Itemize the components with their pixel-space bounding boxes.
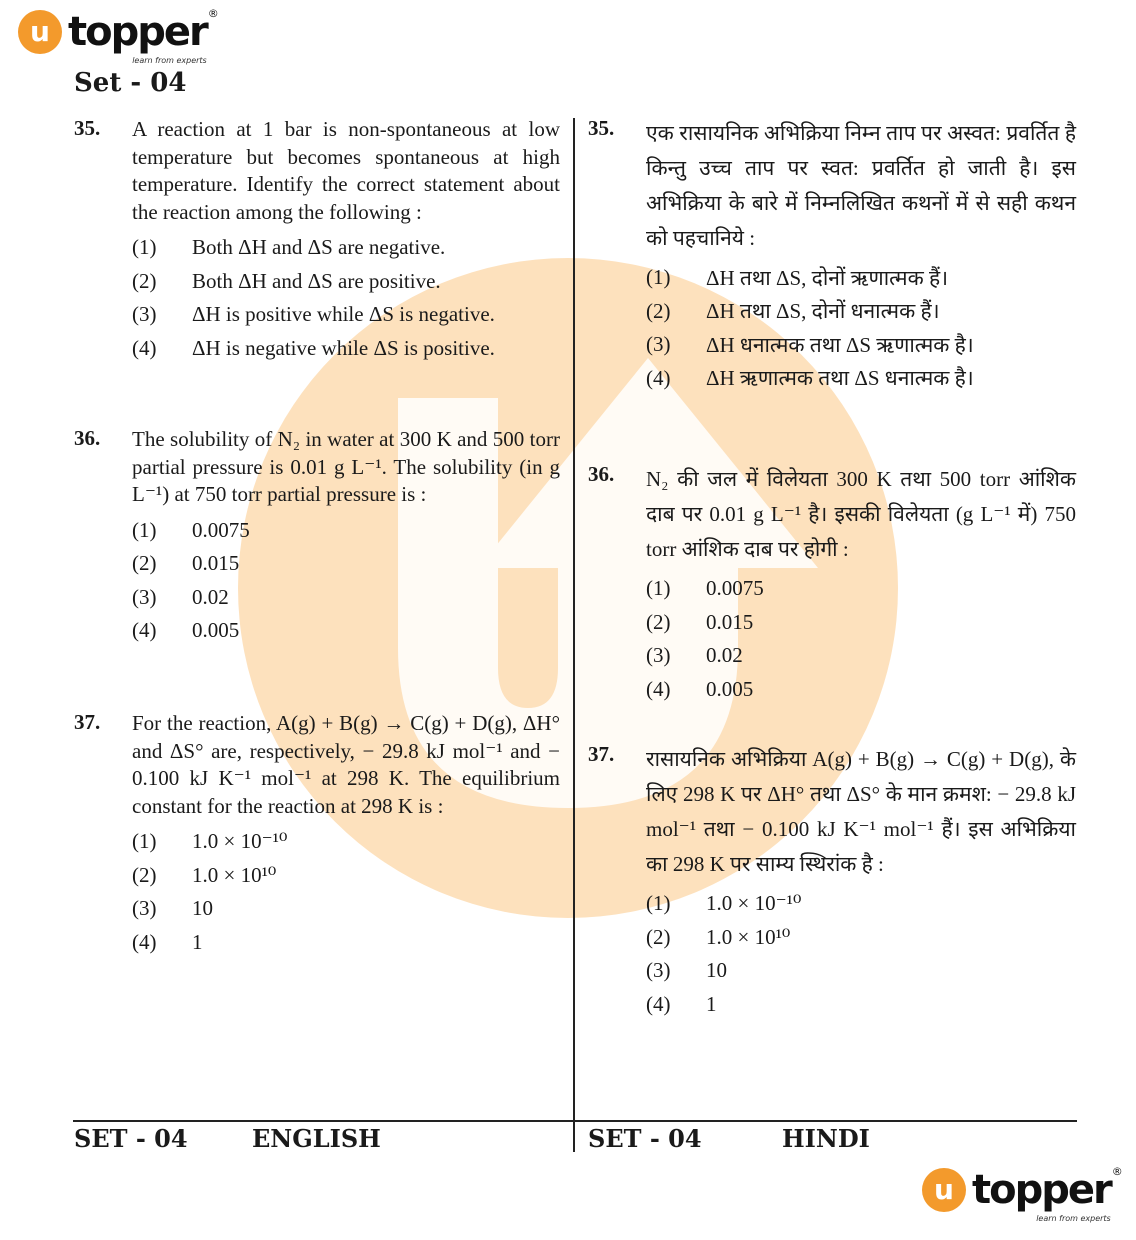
option-number: (3): [132, 584, 157, 609]
option-text: 1: [192, 929, 203, 954]
question-35-en: [74, 116, 560, 365]
option-number: (2): [646, 609, 671, 634]
option-item[interactable]: [646, 954, 1076, 988]
option-text: 1: [706, 991, 717, 1016]
option-item[interactable]: [646, 673, 1076, 707]
question-35-hi: [588, 116, 1076, 395]
option-text: ΔH तथा ΔS, दोनों ऋणात्मक हैं।: [706, 265, 949, 290]
question-text: N₂ की जल में विलेयता 300 K तथा 500 torr आंशिक दाब पर 0.01 g L⁻¹ है। इसकी विलेयता (g L⁻¹ में) 750 torr आंशिक दाब पर होगी :: [646, 467, 1076, 561]
question-number: 37.: [74, 710, 101, 734]
option-item[interactable]: [646, 921, 1076, 955]
option-item[interactable]: [132, 547, 560, 581]
option-text: Both ΔH and ΔS are negative.: [192, 235, 446, 260]
option-text: ΔH is positive while ΔS is negative.: [192, 302, 495, 327]
set-title: Set - 04: [74, 68, 187, 98]
footer-left-set: SET - 04: [74, 1124, 188, 1153]
footer-left-language: ENGLISH: [252, 1124, 381, 1153]
option-item[interactable]: [132, 265, 560, 299]
option-list: [132, 231, 560, 365]
option-item[interactable]: [646, 572, 1076, 606]
question-36-hi: [588, 462, 1076, 706]
logo-tagline: learn from experts: [1036, 1214, 1111, 1223]
question-37-en: [74, 710, 560, 959]
option-item[interactable]: [132, 614, 560, 648]
option-item[interactable]: [646, 328, 1076, 362]
option-number: (1): [132, 235, 157, 260]
question-number: 37.: [588, 742, 615, 766]
option-text: 10: [706, 958, 727, 983]
option-text: 0.02: [706, 643, 743, 668]
logo-registered: ®: [207, 7, 219, 20]
option-text: ΔH is negative while ΔS is positive.: [192, 335, 495, 360]
option-text: 10: [192, 896, 213, 921]
logo-tagline: learn from experts: [132, 56, 207, 65]
question-number: 35.: [588, 116, 615, 140]
option-item[interactable]: [646, 295, 1076, 329]
topper-logo-bottom: [922, 1165, 1123, 1223]
option-number: (3): [646, 332, 671, 357]
option-text: 0.005: [706, 676, 754, 701]
question-number: 35.: [74, 116, 101, 140]
option-number: (3): [646, 958, 671, 983]
option-item[interactable]: [646, 887, 1076, 921]
question-text: एक रासायनिक अभिक्रिया निम्न ताप पर अस्वत: प्रवर्तित है किन्तु उच्च ताप पर स्वत: प्रवर्तित हो जाती है। इस अभिक्रिया के बारे में निम्नलिखित कथनों में से सही कथन को पहचानिये :: [646, 121, 1076, 250]
option-text: 0.02: [192, 584, 229, 609]
option-number: (4): [132, 929, 157, 954]
logo-name: topper: [68, 9, 207, 55]
option-item[interactable]: [646, 988, 1076, 1022]
option-number: (2): [646, 298, 671, 323]
option-text: 1.0 × 10¹⁰: [192, 862, 277, 887]
question-37-hi: [588, 742, 1076, 1021]
option-list: [646, 572, 1076, 706]
option-item[interactable]: [132, 298, 560, 332]
option-item[interactable]: [132, 332, 560, 366]
option-number: (2): [132, 862, 157, 887]
option-number: (2): [132, 551, 157, 576]
option-number: (1): [646, 265, 671, 290]
logo-registered: ®: [1111, 1165, 1123, 1178]
option-item[interactable]: [132, 231, 560, 265]
option-text: 1.0 × 10⁻¹⁰: [706, 891, 802, 916]
option-item[interactable]: [132, 926, 560, 960]
footer-right-language: HINDI: [782, 1124, 870, 1153]
option-number: (3): [132, 302, 157, 327]
question-text: For the reaction, A(g) + B(g) → C(g) + D(g), ΔH° and ΔS° are, respectively, − 29.8 kJ mol⁻¹ and − 0.100 kJ K⁻¹ mol⁻¹ at 298 K. The equilibrium constant for the reaction at 298 K is :: [132, 711, 560, 818]
option-number: (2): [646, 924, 671, 949]
option-item[interactable]: [646, 261, 1076, 295]
option-text: 1.0 × 10¹⁰: [706, 924, 791, 949]
option-text: 1.0 × 10⁻¹⁰: [192, 829, 288, 854]
option-item[interactable]: [132, 581, 560, 615]
question-36-en: [74, 426, 560, 648]
option-number: (1): [646, 576, 671, 601]
option-item[interactable]: [646, 606, 1076, 640]
option-item[interactable]: [646, 639, 1076, 673]
logo-mark-icon: u: [18, 10, 62, 54]
option-text: 0.015: [706, 609, 754, 634]
option-number: (4): [132, 335, 157, 360]
option-item[interactable]: [132, 859, 560, 893]
option-text: 0.0075: [706, 576, 764, 601]
question-text: A reaction at 1 bar is non-spontaneous at low temperature but becomes spontaneous at high temperature. Identify the correct statement about the reaction among the following :: [132, 117, 560, 224]
option-number: (1): [132, 517, 157, 542]
option-number: (3): [132, 896, 157, 921]
option-item[interactable]: [132, 825, 560, 859]
footer-rule: [73, 1120, 1077, 1122]
option-number: (3): [646, 643, 671, 668]
logo-name: topper: [972, 1167, 1111, 1213]
option-item[interactable]: [132, 514, 560, 548]
option-number: (4): [132, 618, 157, 643]
option-list: [646, 887, 1076, 1021]
option-text: 0.0075: [192, 517, 250, 542]
option-list: [132, 825, 560, 959]
question-number: 36.: [74, 426, 101, 450]
option-item[interactable]: [646, 362, 1076, 396]
option-list: [132, 514, 560, 648]
option-number: (2): [132, 268, 157, 293]
option-number: (1): [132, 829, 157, 854]
option-text: 0.005: [192, 618, 240, 643]
footer-right-set: SET - 04: [588, 1124, 702, 1153]
option-item[interactable]: [132, 892, 560, 926]
question-number: 36.: [588, 462, 615, 486]
option-number: (4): [646, 991, 671, 1016]
column-divider: [573, 118, 575, 1152]
question-text: The solubility of N₂ in water at 300 K and 500 torr partial pressure is 0.01 g L⁻¹. The solubility (in g L⁻¹) at 750 torr partial pressure is :: [132, 427, 560, 506]
option-text: Both ΔH and ΔS are positive.: [192, 268, 441, 293]
option-text: 0.015: [192, 551, 240, 576]
option-text: ΔH तथा ΔS, दोनों धनात्मक हैं।: [706, 299, 940, 324]
option-text: ΔH ऋणात्मक तथा ΔS धनात्मक है।: [706, 366, 974, 391]
option-number: (1): [646, 891, 671, 916]
logo-wordmark: [68, 7, 219, 65]
option-text: ΔH धनात्मक तथा ΔS ऋणात्मक है।: [706, 332, 974, 357]
option-list: [646, 261, 1076, 395]
logo-wordmark: [972, 1165, 1123, 1223]
option-number: (4): [646, 365, 671, 390]
option-number: (4): [646, 676, 671, 701]
logo-mark-icon: u: [922, 1168, 966, 1212]
topper-logo: [18, 7, 219, 65]
question-text: रासायनिक अभिक्रिया A(g) + B(g) → C(g) + D(g), के लिए 298 K पर ΔH° तथा ΔS° के मान क्रमश: − 29.8 kJ mol⁻¹ तथा − 0.100 kJ K⁻¹ mol⁻¹ हैं। इस अभिक्रिया का 298 K पर साम्य स्थिरांक है :: [646, 747, 1076, 876]
